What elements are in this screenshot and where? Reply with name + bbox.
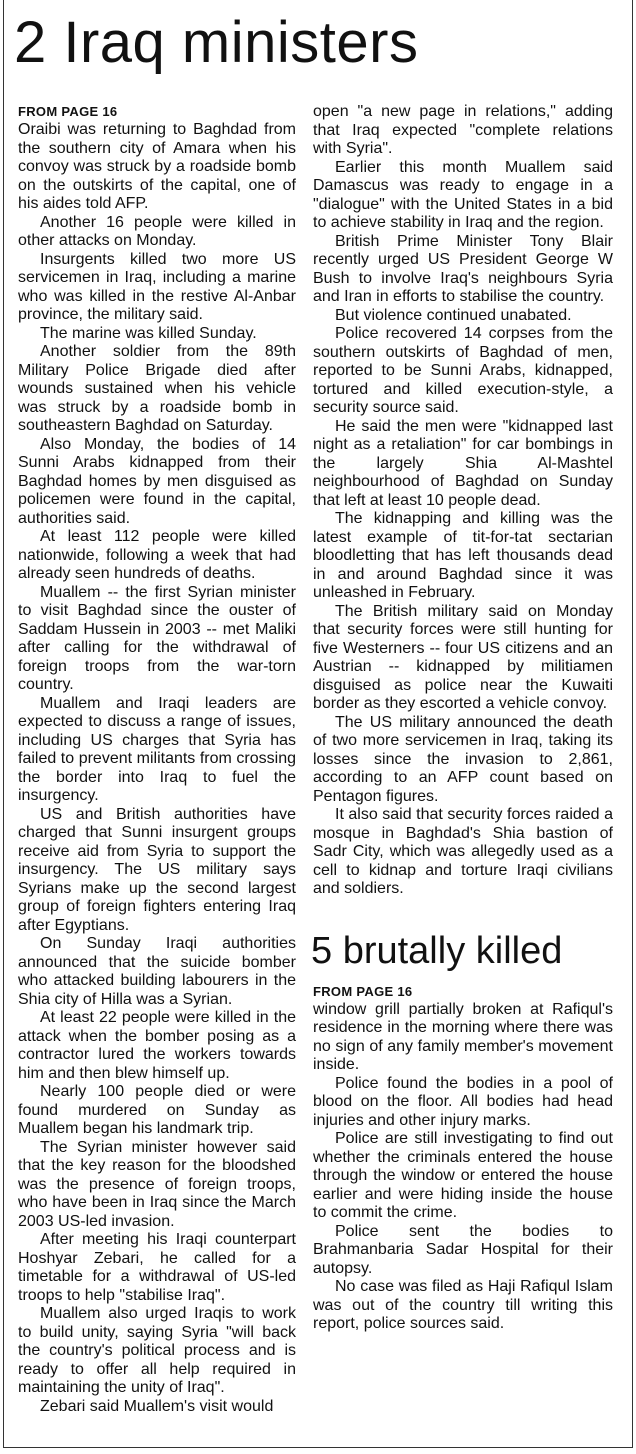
article-paragraph: window grill partially broken at Rafiqul's residence in the morning where there was no sign of any family member's movement inside.: [313, 1000, 613, 1073]
article-paragraph: open "a new page in relations," adding that Iraq expected "complete relations with Syria".: [313, 103, 613, 157]
article-paragraph: It also said that security forces raided a mosque in Baghdad's Shia bastion of Sadr City, which was allegedly used as a cell to kidnap and torture Iraqi civilians and soldiers.: [313, 806, 613, 897]
article-paragraph: Also Monday, the bodies of 14 Sunni Arabs kidnapped from their Baghdad homes by men disguised as policemen were found in the capital, authorities said.: [18, 435, 296, 527]
article-paragraph: Insurgents killed two more US servicemen in Iraq, including a marine who was killed in the restive Al-Anbar province, the military said.: [18, 250, 296, 323]
article-paragraph: US and British authorities have charged that Sunni insurgent groups receive aid from Syria to support the insurgency. The US military says Syrians make up the second largest group of foreign fighters entering Iraq after Egyptians.: [18, 805, 296, 934]
article-paragraph: Zebari said Muallem's visit would: [40, 1397, 274, 1415]
article-paragraph: At least 112 people were killed nationwide, following a week that had already seen hundreds of deaths.: [18, 528, 296, 582]
story1-left-column: [18, 103, 296, 1416]
article-paragraph: Another 16 people were killed in other attacks on Monday.: [18, 213, 296, 249]
article-paragraph: The US military announced the death of two more servicemen in Iraq, taking its losses since the invasion to 2,861, according to an AFP count based on Pentagon figures.: [313, 713, 613, 805]
article-paragraph: Oraibi was returning to Baghdad from the southern city of Amara when his convoy was struck by a roadside bomb on the outskirts of the capital, one of his aides told AFP.: [18, 121, 296, 212]
article-paragraph: Police recovered 14 corpses from the southern outskirts of Baghdad of men, reported to be Sunni Arabs, kidnapped, tortured and killed execution-style, a security source said.: [313, 325, 613, 416]
article-paragraph: At least 22 people were killed in the attack when the bomber posing as a contractor lured the workers towards him and then blew himself up.: [18, 1009, 296, 1082]
article-paragraph: Another soldier from the 89th Military Police Brigade died after wounds sustained when his vehicle was struck by a roadside bomb in southeastern Baghdad on Saturday.: [18, 343, 296, 434]
article-paragraph: No case was filed as Haji Rafiqul Islam was out of the country till writing this report, police sources said.: [313, 1278, 613, 1332]
article-paragraph: Muallem also urged Iraqis to work to build unity, saying Syria "will back the country's political process and is ready to offer all help required in maintaining the unity of Iraq".: [18, 1305, 296, 1396]
article-paragraph: Earlier this month Muallem said Damascus was ready to engage in a "dialogue" with the United States in a bid to achieve stability in Iraq and the region.: [313, 158, 613, 231]
story2-kicker: FROM PAGE 16: [313, 983, 413, 999]
article-paragraph: Nearly 100 people died or were found murdered on Sunday as Muallem began his landmark trip.: [18, 1083, 296, 1137]
article-paragraph: The marine was killed Sunday.: [40, 324, 257, 342]
article-paragraph: Police found the bodies in a pool of blood on the floor. All bodies had head injuries and other injury marks.: [313, 1074, 613, 1129]
article-paragraph: Police sent the bodies to Brahmanbaria Sadar Hospital for their autopsy.: [313, 1222, 613, 1277]
article-paragraph: He said the men were "kidnapped last night as a retaliation" for car bombings in the largely Shia Al-Mashtel neighbourhood of Baghdad on Sunday that left at least 10 people dead.: [313, 417, 613, 509]
story2-headline: 5 brutally killed: [311, 929, 563, 972]
story1-kicker: FROM PAGE 16: [18, 104, 118, 119]
article-paragraph: British Prime Minister Tony Blair recently urged US President George W Bush to involve Iraq's neighbours Syria and Iran in efforts to stabilise the country.: [313, 232, 613, 305]
article-paragraph: The kidnapping and killing was the latest example of tit-for-tat sectarian bloodletting that has left thousands dead in and around Baghdad since it was unleashed in February.: [313, 510, 613, 601]
article-paragraph: The Syrian minister however said that the key reason for the bloodshed was the presence of foreign troops, who have been in Iraq since the March 2003 US-led invasion.: [18, 1138, 296, 1230]
article-paragraph: But violence continued unabated.: [335, 306, 572, 324]
article-paragraph: After meeting his Iraqi counterpart Hoshyar Zebari, he called for a timetable for a withdrawal of US-led troops to help "stabilise Iraq".: [18, 1231, 296, 1304]
article-paragraph: On Sunday Iraqi authorities announced that the suicide bomber who attacked building labourers in the Shia city of Hilla was a Syrian.: [18, 935, 296, 1008]
article-paragraph: Police are still investigating to find out whether the criminals entered the house through the window or entered the house earlier and were hiding inside the house to commit the crime.: [313, 1130, 613, 1221]
article-paragraph: Muallem and Iraqi leaders are expected to discuss a range of issues, including US charges that Syria has failed to prevent militants from crossing the border into Iraq to fuel the insurgency.: [18, 694, 296, 804]
article-paragraph: Muallem -- the first Syrian minister to visit Baghdad since the ouster of Saddam Hussein in 2003 -- met Maliki after calling for the withdrawal of foreign troops from the war-torn country.: [18, 583, 296, 693]
story1-right-column: [313, 103, 613, 1334]
story1-headline: 2 Iraq ministers: [14, 10, 419, 75]
article-paragraph: The British military said on Monday that security forces were still hunting for five Westerners -- four US citizens and an Austrian -- kidnapped by militiamen disguised as police near the Kuwaiti border as they escorted a vehicle convoy.: [313, 602, 613, 712]
